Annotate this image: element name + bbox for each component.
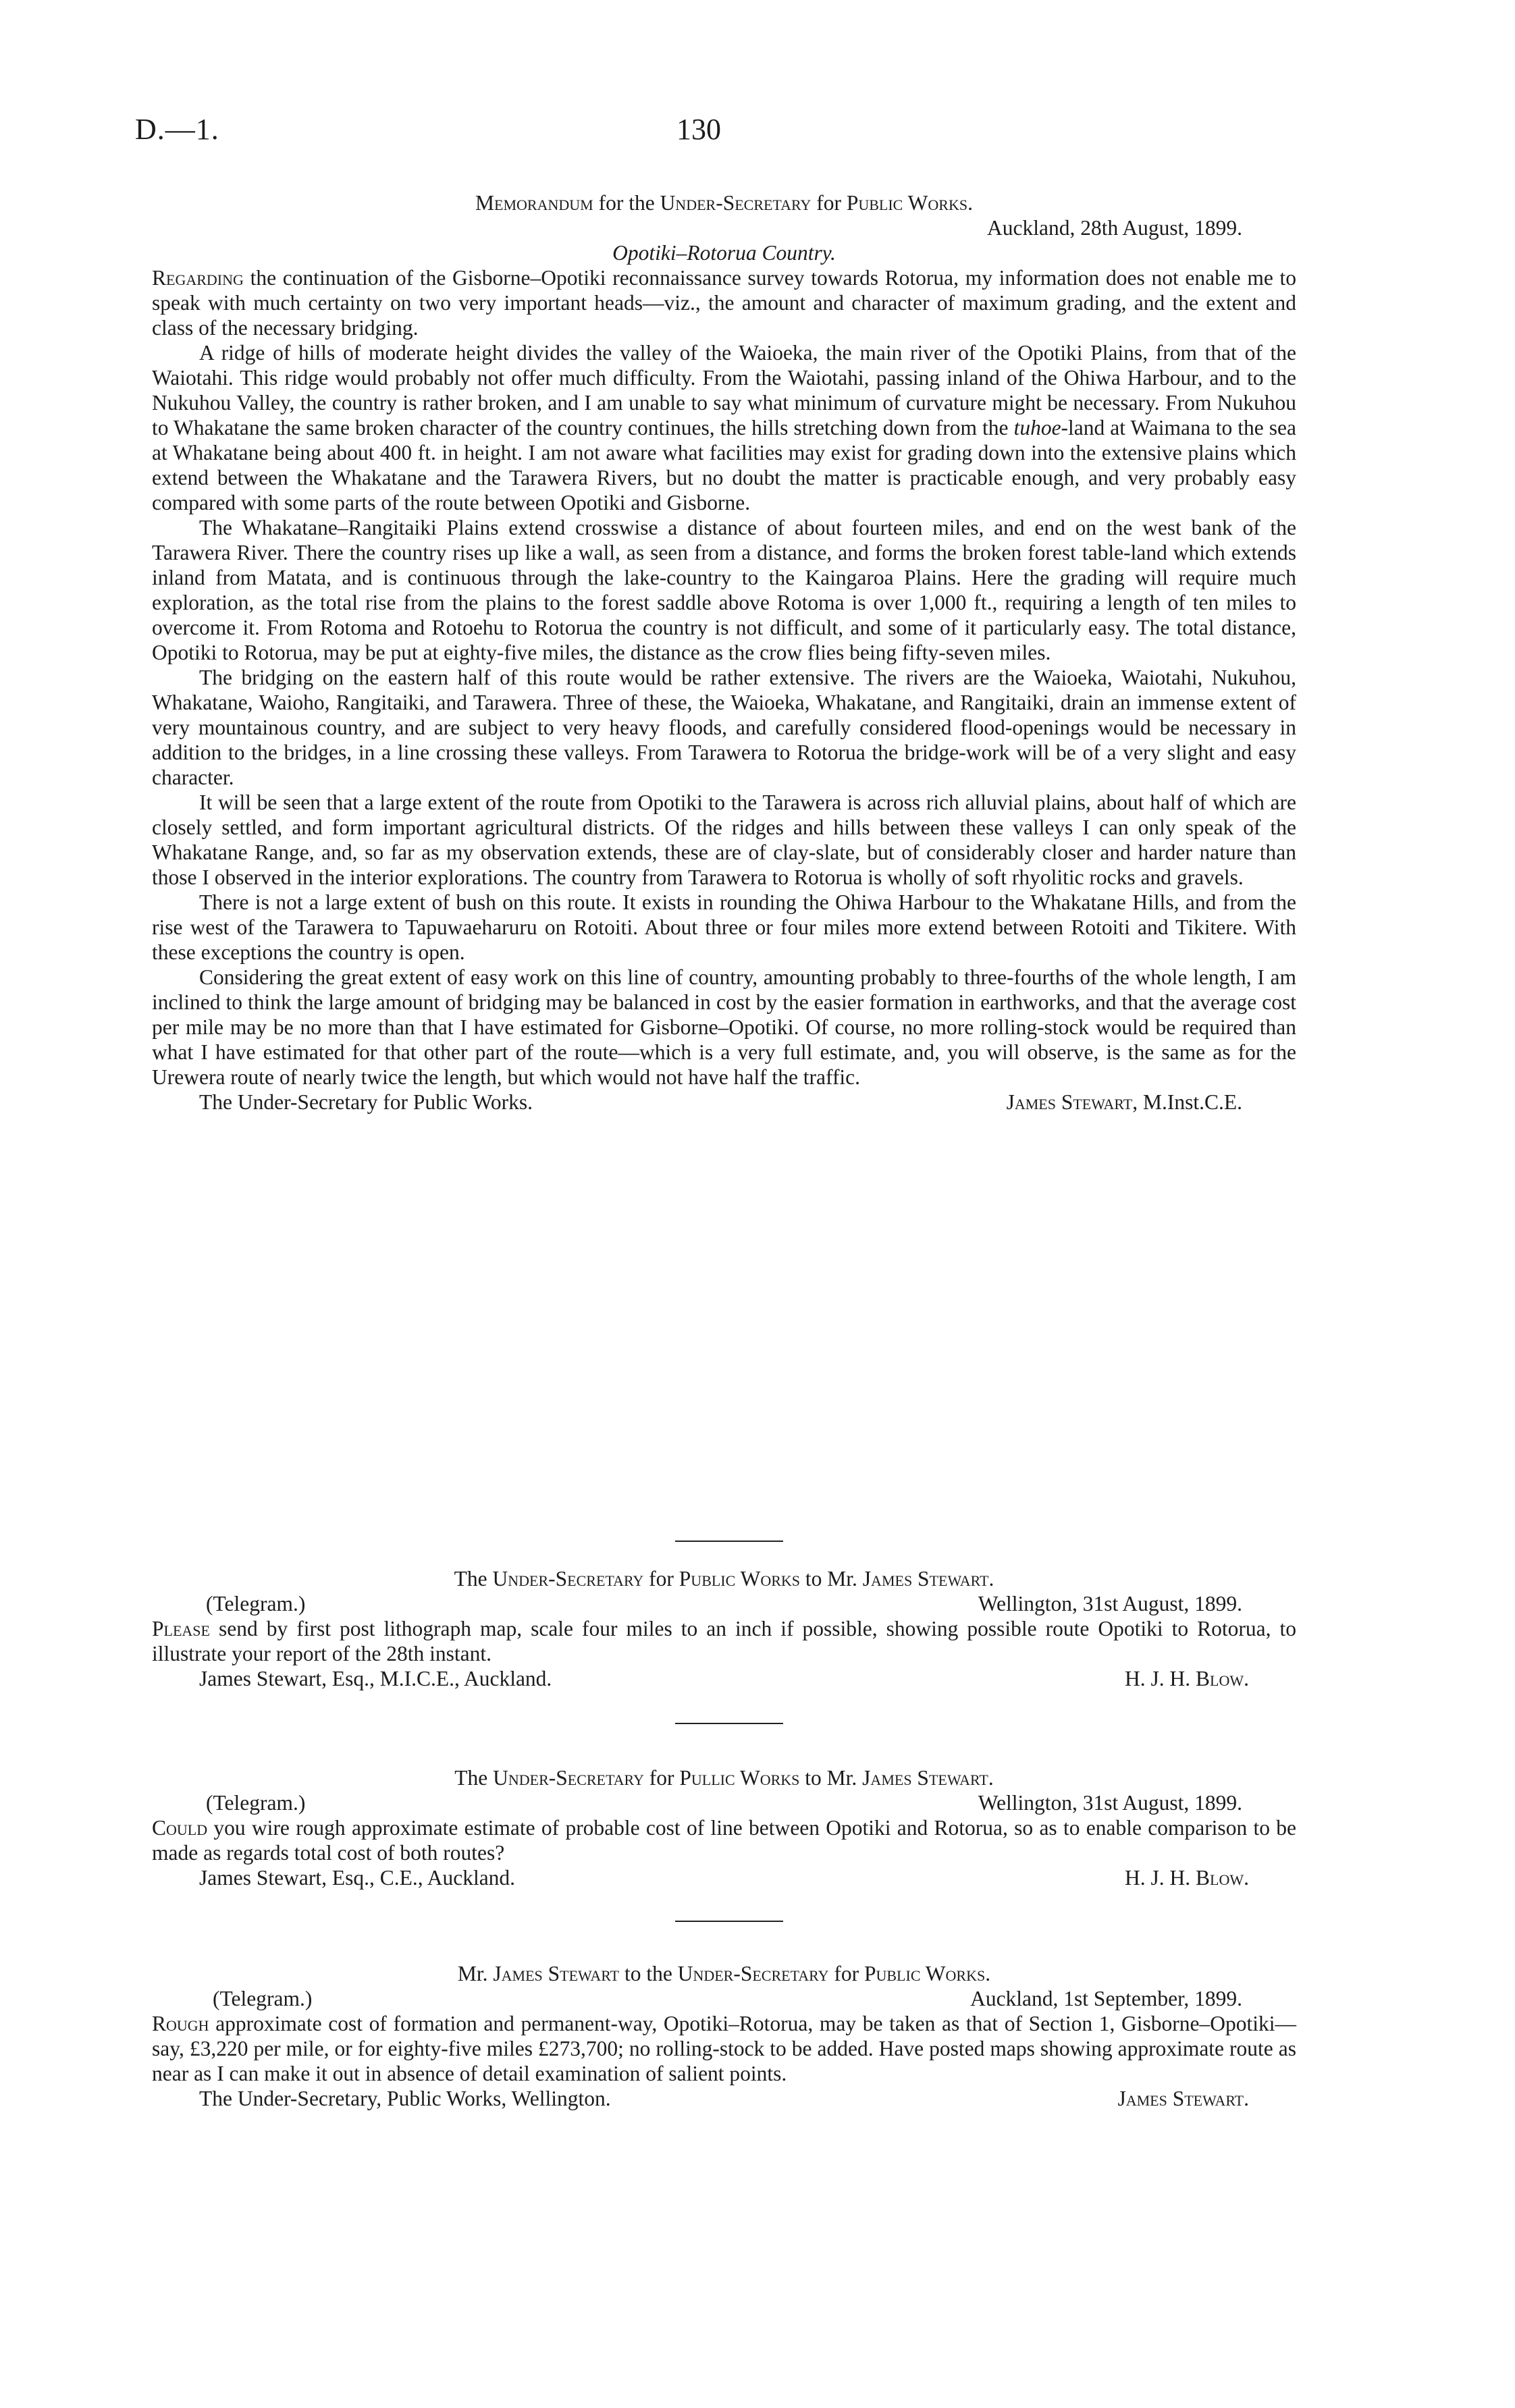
divider xyxy=(675,1723,783,1724)
telegram-label-row xyxy=(152,1790,1296,1815)
signature: James Stewart, M.Inst.C.E. xyxy=(1006,1090,1242,1114)
memorandum-section xyxy=(152,190,1296,1115)
telegram-label: (Telegram.) xyxy=(206,1791,306,1815)
paragraph: It will be seen that a large extent of the route from Opotiki to the Tarawera is across rich alluvial plains, about half of which are closely settled, and form important agricultural districts. Of the ridges and hills between these valleys I can only speak of the Whakatane Range, and, so far as my observation extends, these are of clay-slate, but of considerably closer and harder nature than those I observed in the interior explorations. The country from Tarawera to Rotorua is wholly of soft rhyolitic rocks and gravels. xyxy=(152,791,1296,889)
telegram-2 xyxy=(152,1765,1296,1890)
paragraph: Considering the great extent of easy work on this line of country, amounting probably to three-fourths of the whole length, I am inclined to think the large amount of bridging may be balanced in cost by the easier formation in earthworks, and that the average cost per mile may be no more than that I have estimated for Gisborne–Opotiki. Of course, no more rolling-stock would be required than what I have estimated for that other part of the route—which is a very full estimate, and, you will observe, is the same as for the Urewera route of nearly twice the length, but which would not have half the traffic. xyxy=(152,965,1296,1089)
paragraph: The bridging on the eastern half of this route would be rather extensive. The rivers are the Waioeka, Waiotahi, Nukuhou, Whakatane, Waioho, Rangitaiki, and Tarawera. Three of these, the Waioeka, Whakatane, and Rangitaiki, drain an immense extent of very mountainous country, and are subject to very heavy floods, and carefully considered flood-openings would be necessary in addition to the bridges, in a line crossing these valleys. From Tarawera to Rotorua the bridge-work will be of a very slight and easy character. xyxy=(152,666,1296,789)
signature: James Stewart. xyxy=(1117,2087,1249,2110)
telegram-place-date: Wellington, 31st August, 1899. xyxy=(978,1791,1242,1815)
telegram-place-date: Auckland, 1st September, 1899. xyxy=(970,1987,1242,2010)
divider xyxy=(675,1541,783,1542)
telegram-label: (Telegram.) xyxy=(206,1592,306,1615)
telegram-body: Please send by first post lithograph map, scale four miles to an inch if possible, showing possible route Opotiki to Rotorua, to illustrate your report of the 28th instant. xyxy=(152,1617,1296,1665)
memorandum-subtitle: Opotiki–Rotorua Country. xyxy=(612,241,836,265)
memorandum-signoff xyxy=(152,1090,1296,1115)
telegram-3 xyxy=(152,1961,1296,2111)
telegram-heading: The Under-Secretary for Public Works to Mr. James Stewart. xyxy=(454,1567,994,1590)
telegram-label: (Telegram.) xyxy=(213,1987,313,2010)
telegram-body: Could you wire rough approximate estimate of probable cost of line between Opotiki and Rotorua, so as to enable comparison to be made as regards total cost of both routes? xyxy=(152,1816,1296,1865)
telegram-signoff xyxy=(152,2086,1296,2111)
memorandum-title: Memorandum for the Under-Secretary for Public Works. xyxy=(475,191,973,215)
signature: H. J. H. Blow. xyxy=(1125,1866,1249,1890)
document-reference: D.—1. xyxy=(135,113,219,146)
telegram-body: Rough approximate cost of formation and permanent-way, Opotiki–Rotorua, may be taken as that of Section 1, Gisborne–Opotiki—say, £3,220 per mile, or for eighty-five miles £273,700; no rolling-stock to be added. Have posted maps showing approximate route as near as I can make it out in absence of detail examination of salient points. xyxy=(152,2012,1296,2085)
telegram-heading: The Under-Secretary for Pullic Works to Mr. James Stewart. xyxy=(454,1766,994,1790)
page-number: 130 xyxy=(676,113,721,146)
paragraph: Regarding the continuation of the Gisborne–Opotiki reconnaissance survey towards Rotorua, my information does not enable me to speak with much certainty on two very important heads—viz., the amount and character of maximum grading, and the extent and class of the necessary bridging. xyxy=(152,266,1296,340)
telegram-signoff xyxy=(152,1865,1296,1890)
paragraph: The Whakatane–Rangitaiki Plains extend crosswise a distance of about fourteen miles, and end on the west bank of the Tarawera River. There the country rises up like a wall, as seen from a distance, and forms the broken forest table-land which extends inland from Matata, and is continuous through the lake-country to the Kaingaroa Plains. Here the grading will require much exploration, as the total rise from the plains to the forest saddle above Rotoma is over 1,000 ft., requiring a length of ten miles to overcome it. From Rotoma and Rotoehu to Rotorua the country is not difficult, and some of it particularly easy. The total distance, Opotiki to Rotorua, may be put at eighty-five miles, the distance as the crow flies being fifty-seven miles. xyxy=(152,516,1296,664)
addressee: The Under-Secretary, Public Works, Wellington. xyxy=(199,2087,611,2110)
telegram-heading: Mr. James Stewart to the Under-Secretary for Public Works. xyxy=(457,1962,991,1985)
memorandum-body xyxy=(152,265,1296,1090)
addressee: James Stewart, Esq., M.I.C.E., Auckland. xyxy=(199,1667,552,1690)
addressee: James Stewart, Esq., C.E., Auckland. xyxy=(199,1866,516,1890)
paragraph: A ridge of hills of moderate height divides the valley of the Waioeka, the main river of the Opotiki Plains, from that of the Waiotahi. This ridge would probably not offer much difficulty. From the Waiotahi, passing inland of the Ohiwa Harbour, and to the Nukuhou Valley, the country is rather broken, and I am unable to say what minimum of curvature might be necessary. From Nukuhou to Whakatane the same broken character of the country continues, the hills stretching down from the tuhoe-land at Waimana to the sea at Whakatane being about 400 ft. in height. I am not aware what facilities may exist for grading down into the extensive plains which extend between the Whakatane and the Tarawera Rivers, but no doubt the matter is practicable enough, and very probably easy compared with some parts of the route between Opotiki and Gisborne. xyxy=(152,341,1297,514)
telegram-1 xyxy=(152,1566,1296,1691)
telegram-signoff xyxy=(152,1666,1296,1691)
telegram-place-date: Wellington, 31st August, 1899. xyxy=(978,1592,1242,1615)
signature: H. J. H. Blow. xyxy=(1125,1667,1249,1690)
telegram-label-row xyxy=(152,1591,1296,1616)
telegram-label-row xyxy=(152,1986,1296,2011)
paragraph: There is not a large extent of bush on this route. It exists in rounding the Ohiwa Harbour to the Whakatane Hills, and from the rise west of the Tarawera to Tapuwaeharuru on Rotoiti. About three or four miles more extend between Rotoiti and Tikitere. With these exceptions the country is open. xyxy=(152,890,1296,964)
addressee: The Under-Secretary for Public Works. xyxy=(199,1090,533,1114)
memorandum-place-date: Auckland, 28th August, 1899. xyxy=(987,216,1242,240)
divider xyxy=(675,1921,783,1922)
